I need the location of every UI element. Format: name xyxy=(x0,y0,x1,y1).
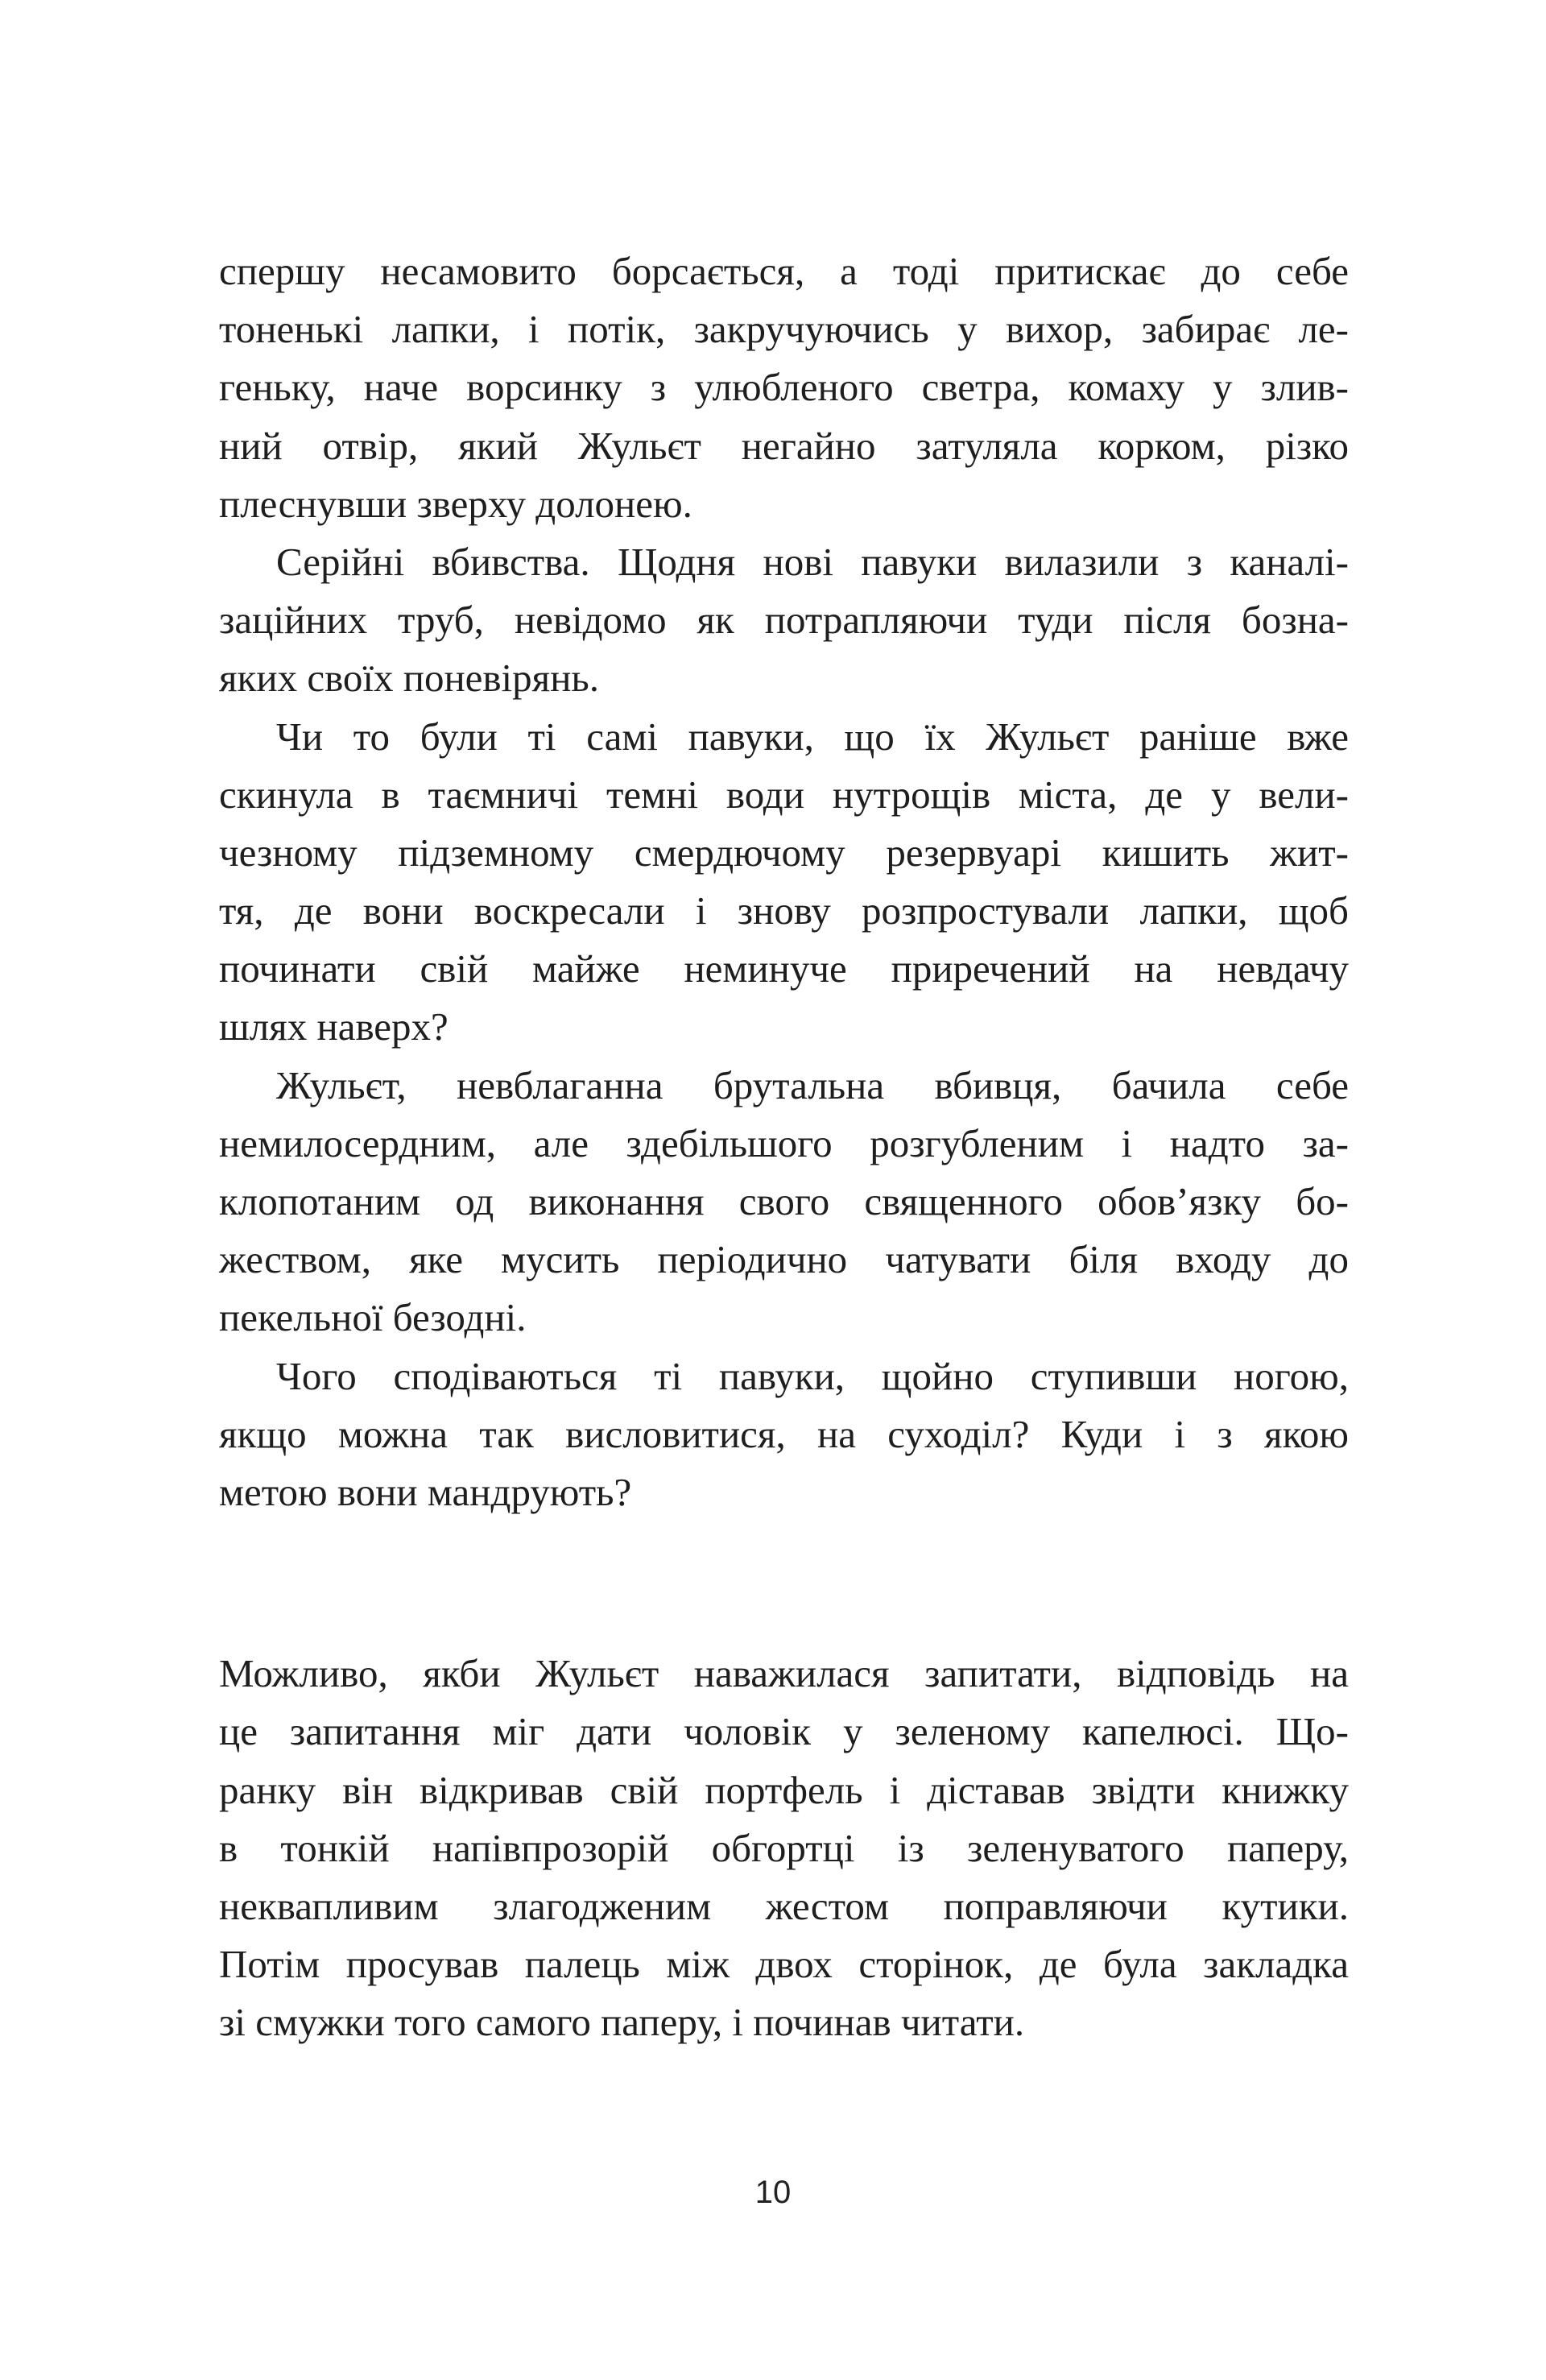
text-line: шлях наверх? xyxy=(219,1004,449,1049)
text-line: немилосердним, але здебільшого розгубленим і надто за- xyxy=(219,1120,1349,1165)
text-line: спершу несамовито борсається, а тоді притискає до себе xyxy=(219,249,1349,293)
text-line: ранку він відкривав свій портфель і діставав звідти книжку xyxy=(219,1767,1349,1812)
paragraph-new-section xyxy=(219,1645,1349,2051)
paragraph xyxy=(219,708,1349,1057)
text-line: Чи то були ті самі павуки, що їх Жульєт раніше вже xyxy=(276,714,1349,759)
text-line: Серійні вбивства. Щодня нові павуки вилазили з каналі- xyxy=(276,539,1349,584)
text-line: Потім просував палець між двох сторінок, де була закладка xyxy=(219,1942,1349,1987)
text-line: Жульєт, невблаганна брутальна вбивця, бачила себе xyxy=(276,1062,1349,1107)
text-line: тоненькі лапки, і потік, закручуючись у вихор, забирає ле- xyxy=(219,307,1349,352)
page-number: 10 xyxy=(754,2175,792,2210)
text-line: ний отвір, який Жульєт негайно затуляла корком, різко xyxy=(219,423,1349,468)
text-line: геньку, наче ворсинку з улюбленого светра, комаху у злив- xyxy=(219,365,1349,410)
text-line: заційних труб, невідомо як потрапляючи туди після бозна- xyxy=(219,598,1349,643)
text-line: це запитання міг дати чоловік у зеленому капелюсі. Що- xyxy=(219,1709,1349,1754)
text-line: тя, де вони воскресали і знову розпростували лапки, щоб xyxy=(219,888,1349,933)
text-line: метою вони мандрують? xyxy=(219,1469,632,1514)
text-line: якщо можна так висловитися, на суходіл? Куди і з якою xyxy=(219,1411,1349,1456)
paragraph-continuation xyxy=(219,242,1349,533)
text-line: зі смужки того самого паперу, і починав читати. xyxy=(219,2000,1025,2045)
text-line: чезному підземному смердючому резервуарі кишить жит- xyxy=(219,830,1349,875)
text-line: в тонкій напівпрозорій обгортці із зеленуватого паперу, xyxy=(219,1825,1349,1870)
page-body-text xyxy=(219,242,1349,2051)
text-line: скинула в таємничі темні води нутрощів міста, де у вели- xyxy=(219,772,1349,817)
text-line: клопотаним од виконання свого священного обов’язку бо- xyxy=(219,1179,1349,1223)
paragraph xyxy=(219,533,1349,708)
paragraph xyxy=(219,1057,1349,1347)
text-line: Можливо, якби Жульєт наважилася запитати, відповідь на xyxy=(219,1651,1349,1696)
text-line: Чого сподіваються ті павуки, щойно ступивши ногою, xyxy=(276,1353,1349,1398)
text-line: починати свій майже неминуче приречений на невдачу xyxy=(219,946,1349,991)
text-line: неквапливим злагодженим жестом поправляючи кутики. xyxy=(219,1883,1349,1928)
text-line: пекельної безодні. xyxy=(219,1295,527,1340)
text-line: яких своїх поневірянь. xyxy=(219,656,600,701)
text-line: плеснувши зверху долонею. xyxy=(219,481,692,526)
text-line: жеством, яке мусить періодично чатувати біля входу до xyxy=(219,1237,1349,1282)
paragraph xyxy=(219,1347,1349,1522)
